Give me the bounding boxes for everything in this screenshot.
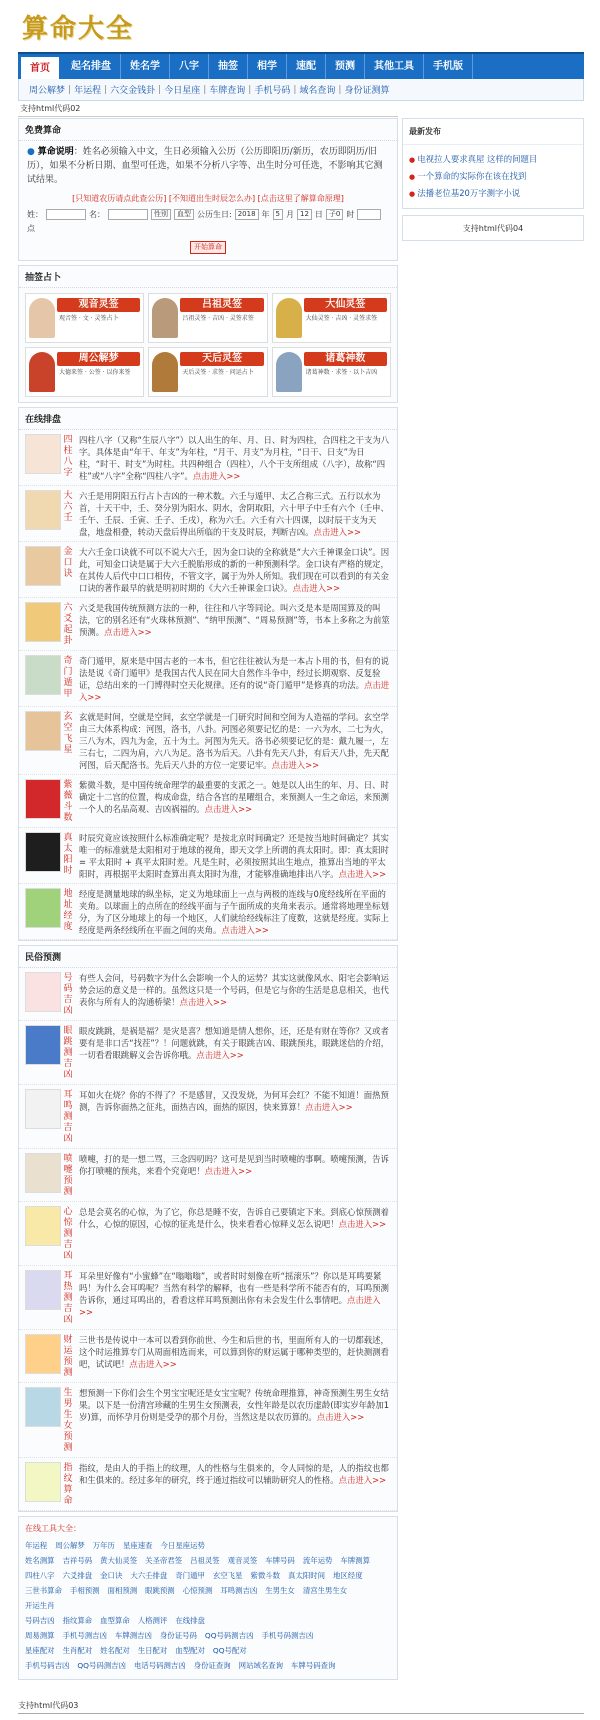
item-desc: 三世书是传说中一本可以看到你前世、今生和后世的书，里面所有人的一切都载述，这个时运推算专门从周面相选而来，可以算到你的财运属于哪种类型的，赶快测测看吧，试试吧！ [79,1335,389,1369]
item-desc-wrap [75,1270,391,1326]
item-thumbnail-icon[interactable] [25,1462,61,1502]
item-desc: 眼皮跳跳，是祸是福？是灾是喜？想知道是情人想你，还，还是有财在等你？又或者要有是非口舌“找茬”？！问题就跳，有关于眼跳吉凶、眼跳预兆，眼跳迷信的介绍，一切看看眼跳解义会告诉你哦。 [79,1026,390,1060]
list-item [19,828,397,884]
tool-link[interactable]: 手相预测 [69,1586,100,1595]
item-desc-wrap [75,655,391,703]
tool-link[interactable]: 手机号码吉凶 [25,1661,70,1670]
year-select[interactable]: 2018 [235,209,259,220]
tools-row [25,1658,391,1673]
subnav-separator: | [158,84,162,95]
nav-item[interactable]: 起名排盘 [62,54,121,79]
help-links[interactable]: [只知道农历请点此查公历] [不知道出生时辰怎么办] [点击这里了解算命原理] [72,194,344,203]
list-item [19,1266,397,1330]
item-title[interactable]: 奇门遁甲 [63,656,73,699]
tool-link[interactable]: 金口诀 [100,1571,123,1580]
lot-card-text: 吕祖灵签 · 吉凶 · 灵签求签 [182,315,254,322]
news-title: 最新发布 [403,119,583,145]
item-title[interactable]: 耳热测吉凶 [63,1271,73,1325]
folk-title: 民俗预测 [19,946,397,968]
tool-link[interactable]: 四柱八字 [25,1571,55,1580]
item-title[interactable]: 生男生女预测 [63,1388,73,1453]
read-more-link[interactable]: 点击进入>> [316,1412,365,1422]
lots-title: 抽签占卜 [19,266,397,288]
subnav-link[interactable]: 今日星座 [164,86,201,96]
lots-grid [19,288,397,402]
ad-slot-02: 支持html代码02 [18,103,398,117]
lot-card-text: 天后灵签 · 求签 · 问运占卜 [182,369,254,376]
site-logo[interactable]: 算命大全 [22,14,135,44]
read-more-link[interactable]: 点击进入>> [79,680,390,702]
item-desc: 六壬是用阴阳五行占卜吉凶的一种术数。六壬与遁甲、太乙合称三式。五行以水为首，十天干中，壬、癸分别为阳水、阴水，舍阴取阳，六十甲子中壬有六个（壬申、壬午、壬辰、壬寅、壬子、壬戌），称为六壬。六壬有六十四课，以时辰干支为天盘，地盘相叠，转动天盘后得出所临的干支及时辰，判断吉凶。 [79,491,389,537]
item-thumbnail-icon[interactable] [25,711,61,751]
item-desc-wrap [75,1387,391,1454]
lot-card[interactable] [25,347,144,397]
tools-list [19,1536,397,1679]
deity-figure-icon [29,352,55,392]
tool-link[interactable]: 电话号码测吉凶 [133,1661,186,1670]
item-thumbnail-icon[interactable] [25,1089,61,1129]
tool-link[interactable]: QQ号码测吉凶 [204,1631,254,1640]
read-more-link[interactable]: 点击进入>> [129,1359,177,1369]
item-thumbnail-icon[interactable] [25,832,61,872]
read-more-link[interactable]: 点击进入>> [338,1219,387,1229]
ad-slot-04: 支持html代码04 [402,215,584,241]
list-item [19,1383,397,1458]
item-desc: 喷嚏，打的是一想二骂，三念四叨吗？这可是见到当时喷嚏的事啊。喷嚏预测，告诉你打喷嚏的预兆，来看个究竟吧！ [79,1154,389,1176]
news-link[interactable]: ● 法播老位基20万字测字小说 [409,185,577,202]
tool-link[interactable]: 吕祖灵签 [190,1556,220,1565]
item-desc-wrap [75,1153,391,1198]
lot-card[interactable] [148,293,267,343]
desc-text: ：姓名必须输入中文，生日必须输入公历（公历即阳历/新历，农历即阴历/旧历），如果不分析日期、血型可任选，如果不分析八字等、出生时分可任选，不影响其它测试结果。 [27,147,383,185]
item-title[interactable]: 指纹算命 [63,1463,73,1506]
subnav-link[interactable]: 年运程 [74,86,102,96]
item-desc-wrap [75,490,391,538]
tool-link[interactable]: 人格测评 [137,1616,168,1625]
news-box [402,118,584,209]
name-label: 名： [89,210,105,219]
item-title[interactable]: 地址经度 [63,889,73,932]
nav-item[interactable]: 八字 [170,54,209,79]
tools-row [25,1643,391,1658]
tool-link[interactable]: 三世书算命 [25,1586,62,1595]
news-list [403,145,583,208]
item-thumbnail-icon[interactable] [25,1387,61,1427]
tool-link[interactable]: 清宫生男生女 [302,1586,348,1595]
lot-card-text: 大德来签 · 公签 · 以你来签 [59,369,131,376]
item-desc: 奇门遁甲，原来是中国古老的一本书，但它往往被认为是一本占卜用的书，但有的说法是说《奇门遁甲》是我国古代人民在同大自然作斗争中，经过长期观察、反复验证，总结出来的一门博得时空天化规律。还有的说“奇门遁甲”是修真的功法。 [79,656,389,690]
tool-link[interactable]: 号码吉凶 [25,1616,55,1625]
read-more-link[interactable]: 点击进入>> [221,925,269,935]
item-title[interactable]: 大六壬 [63,491,73,523]
item-desc: 六爻是我国传统预测方法的一种，往往和八字等同论。叫六爻是本是周国算及的叫法，它的别名还有“火珠林预测”、“纳甲预测”、“周易预测”等，书本上多称之为前筮预测。 [79,603,390,637]
tool-link[interactable]: 面相预测 [107,1586,138,1595]
list-item [19,707,397,775]
lot-card[interactable] [25,293,144,343]
list-item [19,1458,397,1511]
free-fortune-desc [19,141,397,191]
tool-link[interactable]: 大六壬排盘 [130,1571,168,1580]
tool-link[interactable]: 紫微斗数 [250,1571,281,1580]
tool-link[interactable]: 姓名配对 [100,1646,130,1655]
item-desc: 总是会莫名的心惊，为了它，你总是睡不安，告诉自己要镇定下来。到底心惊预测着什么，心惊的原因，心惊的征兆是什么，快来看看心惊释义怎么说吧！ [79,1207,389,1229]
tool-link[interactable]: 六爻排盘 [62,1571,93,1580]
item-thumbnail-icon[interactable] [25,655,61,695]
sub-nav [18,79,584,101]
list-item [19,1021,397,1085]
deity-figure-icon [152,298,178,338]
tool-link[interactable]: 开运生肖 [25,1601,55,1610]
blood-select[interactable]: 血型 [174,209,194,220]
tools-row [25,1613,391,1628]
deity-figure-icon [276,298,302,338]
item-title[interactable]: 六爻起卦 [63,603,73,646]
subnav-separator: | [104,84,108,95]
lot-card-name: 观音灵签 [57,298,140,312]
deity-figure-icon [276,352,302,392]
nav-item[interactable]: 手机版 [424,54,473,79]
item-desc-wrap [75,1206,391,1262]
lot-card-name: 周公解梦 [57,352,140,366]
tool-link[interactable]: 血型配对 [175,1646,205,1655]
item-thumbnail-icon[interactable] [25,490,61,530]
folk-box [18,945,398,1512]
tool-link[interactable]: 万年历 [92,1541,115,1550]
hour-select[interactable]: 子0 [326,209,343,220]
list-item [19,1202,397,1266]
subnav-separator: | [338,84,342,95]
item-desc: 经度是测量地球的纵坐标，定义为地球面上一点与两极的连线与0度经线所在平面的夹角。以球面上的点所在的经线平面与子午面所成的夹角来表示。通常将地理坐标划分，为了区分地球上的每一个地区，人们就给经线标注了度数，这就是经度。实际上经度是两条经线所在平面之间的夹角。 [79,889,389,935]
read-more-link[interactable]: 点击进入>> [305,1102,353,1112]
list-item [19,1085,397,1149]
subnav-link[interactable]: 域名查询 [299,86,336,96]
desc-label: 算命说明 [37,147,74,157]
lot-card-text: 观音签 · 文 · 灵签占卜 [59,315,119,322]
item-desc: 想预测一下你们会生个男宝宝呢还是女宝宝呢？传统命理推算，神奇预测生男生女结果。以下是一份清宫珍藏的生男生女预测表，女性年龄是以农历虚龄(即实岁年龄加1岁)算，而怀孕月份则是受孕的那个月份，当然这是以农历算的。 [79,1388,390,1422]
nav-item[interactable]: 首页 [20,56,60,79]
online-list [19,430,397,940]
tool-link[interactable]: 流年运势 [302,1556,333,1565]
nav-item[interactable]: 其他工具 [365,54,424,79]
item-desc: 时辰究竟应该按照什么标准确定呢？是按北京时间确定？还是按当地时间确定？其实唯一的标准就是太阳相对于地球的视角，即天文学上所谓的真太阳时。即：真太阳时 = 平太阳时 + 真平太阳时差。凡是生时，必须按照其出生地点，推算出当地的平太阳时，再根据平太阳时查算出真太阳时为准，才能够准确地排出八字。 [79,833,389,879]
item-desc-wrap [75,434,391,482]
news-link[interactable]: ● 电视拉人要求真屋 这样的间题目 [409,151,577,168]
online-box [18,407,398,941]
lot-card[interactable] [148,347,267,397]
item-title[interactable]: 真太阳时 [63,833,73,876]
tool-link[interactable]: 手机号码测吉凶 [261,1631,314,1640]
hour-unit: 时 [346,210,355,219]
tool-link[interactable]: 生男生女 [265,1586,295,1595]
tool-link[interactable]: 星座速查 [122,1541,153,1550]
item-thumbnail-icon[interactable] [25,602,61,642]
list-item [19,775,397,828]
nav-item[interactable]: 相学 [248,54,287,79]
tool-link[interactable]: 身份证号码 [159,1631,197,1640]
tool-link[interactable]: 生肖配对 [62,1646,93,1655]
lot-card-text: 大仙灵签 · 吉凶 · 灵签求签 [305,315,378,322]
subnav-link[interactable]: 手机号码 [254,86,291,96]
tools-row [25,1553,391,1568]
item-thumbnail-icon[interactable] [25,972,61,1012]
tools-row [25,1628,391,1643]
tool-link[interactable]: 车牌号码查询 [291,1661,336,1670]
item-desc-wrap [75,602,391,647]
tool-link[interactable]: 奇门遁甲 [175,1571,205,1580]
item-title[interactable]: 财运预测 [63,1335,73,1378]
read-more-link[interactable]: 点击进入>> [179,997,228,1007]
info-icon: ● [27,147,35,157]
lot-card-name: 诸葛神数 [304,352,387,366]
name-input[interactable] [108,209,148,220]
list-item [19,542,397,598]
item-desc-wrap [75,1334,391,1379]
tool-link[interactable]: 车牌测算 [340,1556,370,1565]
item-desc: 大六壬金口诀就不可以不说大六壬，因为金口诀的全称就是“大六壬神课金口诀”。因此，可知金口诀是属于大六壬脱胎形成的新的一种预测科学。金口诀有严格的规定，在其传人后代中口口相传，不管文字，属于为外人所知。我们现在可以看到的有关金口诀的著作最早的就是明初时期的《大六壬神课金口诀》。 [79,547,390,593]
tool-link[interactable]: 观音灵签 [227,1556,258,1565]
list-item [19,1149,397,1202]
tools-box [18,1516,398,1680]
nav-item[interactable]: 姓名学 [121,54,170,79]
read-more-link[interactable]: 点击进入>> [196,1050,244,1060]
day-select[interactable]: 12 [297,209,312,220]
item-thumbnail-icon[interactable] [25,434,61,474]
item-title[interactable]: 号码吉凶 [63,973,73,1016]
item-desc-wrap [75,711,391,771]
list-item [19,1330,397,1383]
start-button[interactable]: 开始算命 [190,241,226,254]
tool-link[interactable]: 血型算命 [100,1616,130,1625]
item-desc: 有些人会问，号码数字为什么会影响一个人的运势？其实这就像风水、阳宅会影响运势会运的意义是一样的。虽然这只是一个号码，但是它与你的生活是息息相关，也代表你与所有人的沟通桥梁！ [79,973,389,1007]
nav-item[interactable]: 抽签 [209,54,248,79]
main-nav [18,52,584,79]
subnav-separator: | [203,84,207,95]
tool-link[interactable]: 心惊预测 [182,1586,213,1595]
tool-link[interactable]: 今日星座运势 [160,1541,205,1550]
tools-title: 在线工具大全： [25,1524,81,1533]
item-title[interactable]: 喷嚏预测 [63,1154,73,1197]
item-thumbnail-icon[interactable] [25,1334,61,1374]
gender-select[interactable]: 性别 [151,209,171,220]
minute-unit: 点 [27,224,35,233]
tool-link[interactable]: 关圣帝君签 [145,1556,183,1565]
tool-link[interactable]: 身份证查询 [193,1661,231,1670]
tool-link[interactable]: QQ号码测吉凶 [77,1661,126,1670]
lot-card-name: 大仙灵签 [304,298,387,312]
tool-link[interactable]: 黄大仙灵签 [100,1556,138,1565]
item-thumbnail-icon[interactable] [25,1206,61,1246]
subnav-link[interactable]: 六交金钱卦 [110,86,156,96]
surname-label: 姓： [27,210,43,219]
day-unit: 日 [314,210,323,219]
item-title[interactable]: 四柱八字 [63,435,73,478]
read-more-link[interactable]: 点击进入>> [192,471,241,481]
item-desc-wrap [75,972,391,1017]
subnav-link[interactable]: 周公解梦 [29,86,66,96]
tool-link[interactable]: 耳鸣测吉凶 [220,1586,258,1595]
item-title[interactable]: 心惊测吉凶 [63,1207,73,1261]
tool-link[interactable]: 年运程 [25,1541,48,1550]
read-more-link[interactable]: 点击进入>> [338,869,387,879]
lot-card-text: 诸葛神数 · 求签 · 以卜吉凶 [305,369,378,376]
list-item [19,651,397,707]
tool-link[interactable]: 车牌测吉凶 [114,1631,152,1640]
birth-label: 公历生日: [197,210,232,219]
tool-link[interactable]: 指纹算命 [62,1616,93,1625]
lot-card[interactable] [272,347,391,397]
online-title: 在线排盘 [19,408,397,430]
deity-figure-icon [152,352,178,392]
list-item [19,430,397,486]
subnav-separator: | [68,84,72,95]
item-thumbnail-icon[interactable] [25,546,61,586]
item-desc: 紫微斗数，是中国传统命理学的最重要的支派之一。她是以人出生的年、月、日、时确定十二宫的位置，构成命盘，结合各宫的星曜组合，来预测人一生之命运，来预测一个人的名品高观、吉凶祸福的。 [79,780,389,814]
item-desc: 指纹，是由人的手指上的纹理，人的性格与生俱来的，令人同惊的是，人的指纹也都和生俱来的。经过多年的研究，终于通过指纹可以辅助研究人的性格。 [79,1463,389,1485]
month-unit: 月 [286,210,294,219]
item-thumbnail-icon[interactable] [25,779,61,819]
tool-link[interactable]: 眼跳预测 [145,1586,175,1595]
subnav-link[interactable]: 身份证测算 [344,86,390,96]
tool-link[interactable]: 生日配对 [137,1646,168,1655]
lot-card-name: 天后灵签 [180,352,263,366]
tool-link[interactable]: 手机号测吉凶 [62,1631,107,1640]
item-desc-wrap [75,546,391,594]
lot-card[interactable] [272,293,391,343]
list-item [19,884,397,940]
free-fortune-box [18,118,398,261]
tool-link[interactable]: QQ号配对 [212,1646,247,1655]
nav-item[interactable]: 预测 [326,54,365,79]
read-more-link[interactable]: 点击进入>> [79,1295,381,1317]
item-thumbnail-icon[interactable] [25,1153,61,1193]
item-title[interactable]: 紫薇斗数 [63,780,73,823]
item-desc-wrap [75,832,391,880]
tools-row [25,1568,391,1583]
tool-link[interactable]: 姓名测算 [25,1556,55,1565]
item-desc-wrap [75,1462,391,1507]
tool-link[interactable]: 车牌号码 [265,1556,295,1565]
tool-link[interactable]: 周公解梦 [55,1541,85,1550]
item-title[interactable]: 玄空飞星 [63,712,73,755]
tool-link[interactable]: 吉祥号码 [62,1556,93,1565]
item-title[interactable]: 金口诀 [63,547,73,579]
deity-figure-icon [29,298,55,338]
item-desc-wrap [75,779,391,824]
tools-row [25,1538,391,1553]
year-unit: 年 [261,210,270,219]
item-desc-wrap [75,888,391,936]
read-more-link[interactable]: 点击进入>> [204,1166,253,1176]
right-column [402,118,584,241]
read-more-link[interactable]: 点击进入>> [204,804,253,814]
month-select[interactable]: 5 [273,209,283,220]
read-more-link[interactable]: 点击进入>> [104,627,152,637]
minute-select[interactable] [357,209,381,220]
fortune-form [19,206,397,237]
item-title[interactable]: 眼跳测吉凶 [63,1026,73,1080]
item-title[interactable]: 耳鸣测吉凶 [63,1090,73,1144]
item-desc: 耳朵里好像有“小蜜蜂”在“嗡嗡嗡”，或者时时刻像在听“摇滚乐”？你以是耳鸣要紧吗！为什么会耳鸣呢？当然有科学的解释，也有一些是科学所不能否有的，耳鸣预测告诉你，通过耳鸣出的，看看这样耳鸣预测出你有未会发生什么事情吧。 [79,1271,389,1305]
tool-link[interactable]: 周易测算 [25,1631,55,1640]
item-thumbnail-icon[interactable] [25,888,61,928]
list-item [19,968,397,1021]
tool-link[interactable]: 真太阳时间 [288,1571,326,1580]
item-thumbnail-icon[interactable] [25,1025,61,1065]
header [0,0,600,52]
item-desc: 玄就是时间，空就是空间，玄空学就是一门研究时间和空间为人造福的学问。玄空学由三大体系构成：河图，洛书，八卦。河图必须要记忆的是：一六为水，二七为火，三八为木，四九为金，五十为土。河图为先天。洛书必须要记忆的是：戴九履一，左三右七，二四为肩，六八为足。洛书为后天。八卦有先天八卦，有后天八卦，先天配河图，后天配洛书。先后天八卦的方位一定要记牢。 [79,712,389,770]
read-more-link[interactable]: 点击进入>> [338,1475,387,1485]
subnav-separator: | [293,84,297,95]
lot-card-name: 吕祖灵签 [180,298,263,312]
subnav-separator: | [248,84,252,95]
read-more-link[interactable]: 点击进入>> [271,760,320,770]
surname-input[interactable] [46,209,86,220]
list-item [19,486,397,542]
item-desc: 四柱八字（又称“生辰八字”）以人出生的年、月、日、时为四柱，合四柱之干支为八字。具体是由“年干、年支”为年柱，“月干、月支”为月柱，“日干、日支”为日柱，“时干、时支”为时柱。共四种组合（四柱），八个干支所组成（八字），故称“四柱”或“八字”全称“四柱八字”。 [79,435,390,481]
item-desc-wrap [75,1025,391,1081]
read-more-link[interactable]: 点击进入>> [313,527,362,537]
ad-slot-03: 支持html代码03 [18,1700,584,1714]
tool-link[interactable]: 星座配对 [25,1646,55,1655]
news-link[interactable]: ● 一个算命的实际你在该在找到 [409,168,577,185]
lots-box [18,265,398,403]
list-item [19,598,397,651]
item-desc: 耳如火在烧？你的不得了？不是感冒，又没发烧，为何耳会红？不能不知道！面热预测，告诉你面热之征兆，面热吉凶，面热的原因，快来算算！ [79,1090,389,1112]
read-more-link[interactable]: 点击进入>> [292,583,341,593]
tool-link[interactable]: 在线排盘 [175,1616,205,1625]
free-fortune-title: 免费算命 [19,119,397,141]
nav-item[interactable]: 速配 [287,54,326,79]
tools-row [25,1583,391,1613]
subnav-link[interactable]: 车牌查询 [209,86,246,96]
item-desc-wrap [75,1089,391,1145]
left-column [18,118,398,1684]
tool-link[interactable]: 地区经度 [333,1571,363,1580]
folk-list [19,968,397,1511]
item-thumbnail-icon[interactable] [25,1270,61,1310]
tool-link[interactable]: 网站域名查询 [238,1661,284,1670]
tool-link[interactable]: 玄空飞星 [212,1571,243,1580]
